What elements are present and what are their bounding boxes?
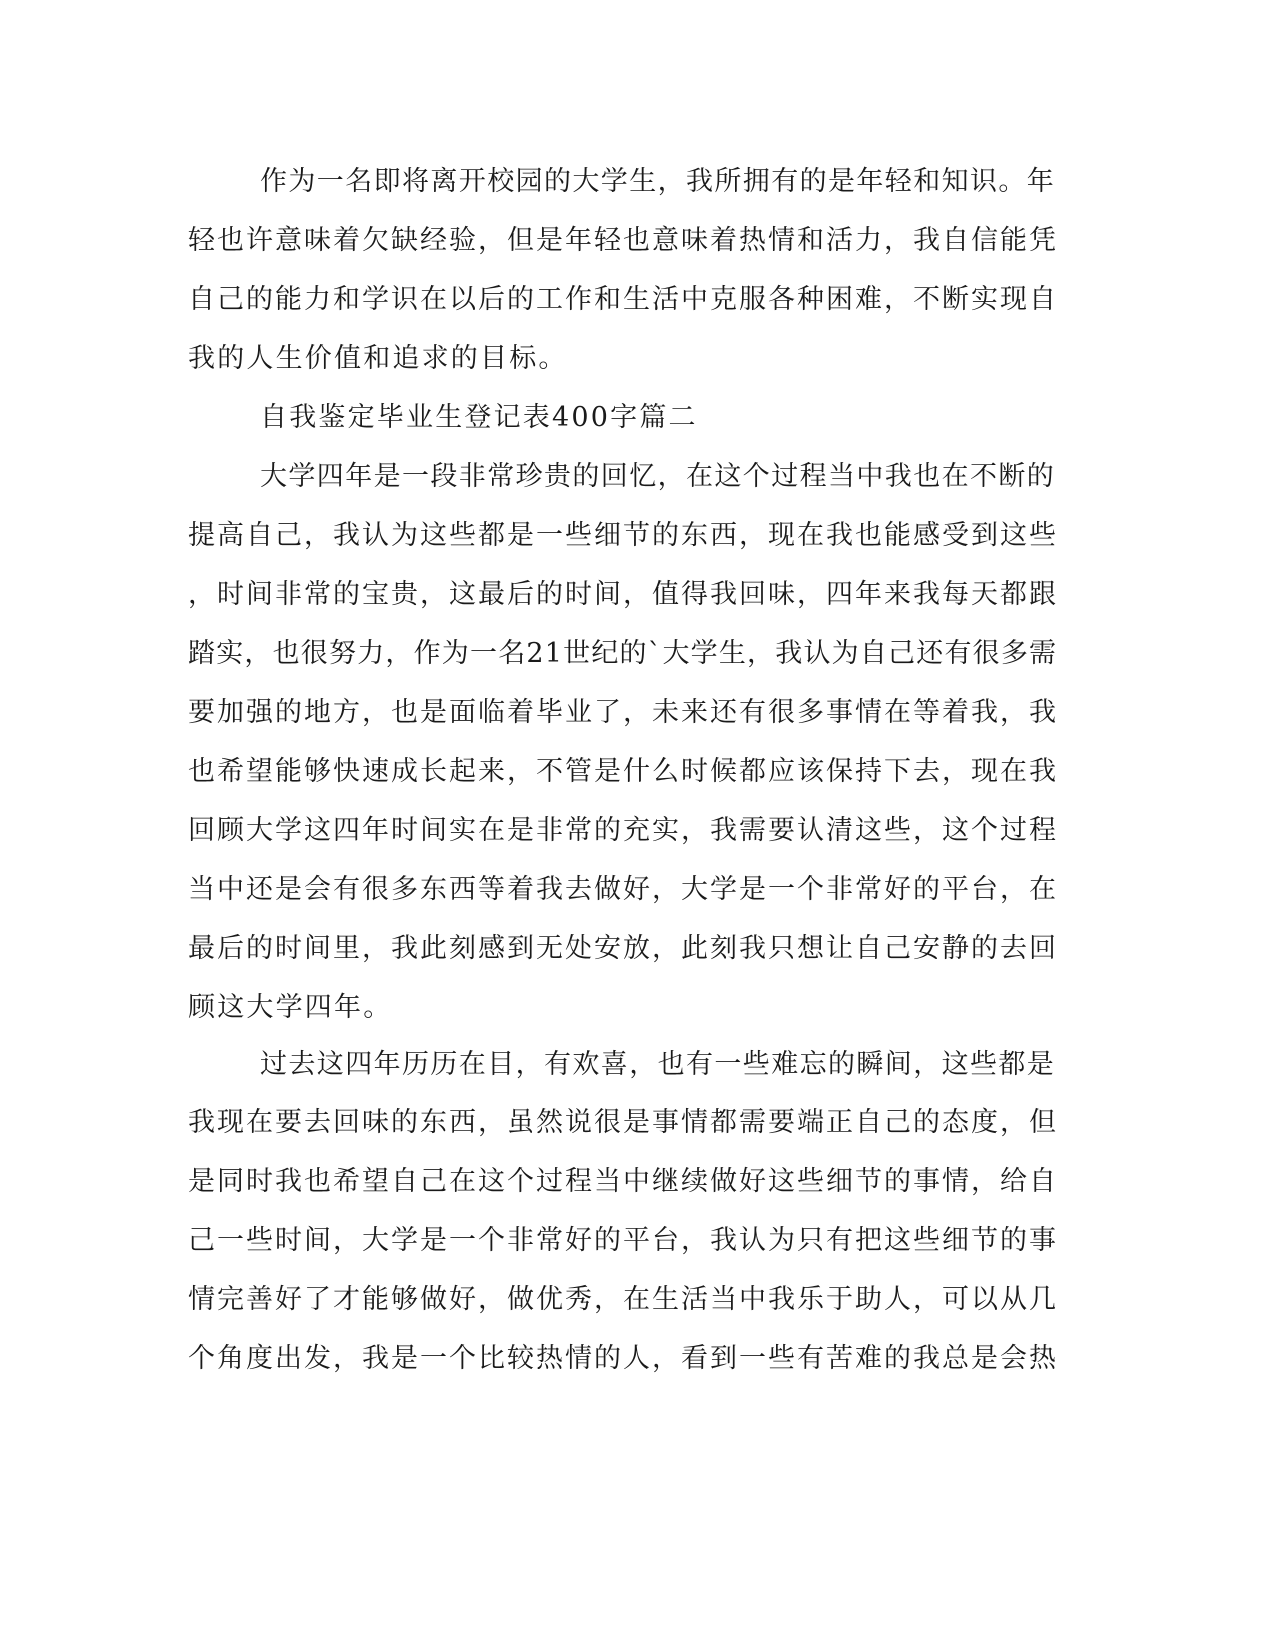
- paragraph-2-line-8: 当中还是会有很多东西等着我去做好，大学是一个非常好的平台，在: [188, 874, 1058, 905]
- paragraph-2-line-2: 提高自己，我认为这些都是一些细节的东西，现在我也能感受到这些: [188, 520, 1058, 551]
- paragraph-2-line-10: 顾这大学四年。: [188, 992, 393, 1023]
- paragraph-3-line-4: 己一些时间，大学是一个非常好的平台，我认为只有把这些细节的事: [188, 1225, 1058, 1256]
- paragraph-1-line-4: 我的人生价值和追求的目标。: [188, 343, 568, 374]
- paragraph-2-line-7: 回顾大学这四年时间实在是非常的充实，我需要认清这些，这个过程: [188, 815, 1058, 846]
- paragraph-3-line-1: 过去这四年历历在目，有欢喜，也有一些难忘的瞬间，这些都是: [260, 1049, 1056, 1080]
- paragraph-3-line-5: 情完善好了才能够做好，做优秀，在生活当中我乐于助人，可以从几: [188, 1284, 1058, 1315]
- paragraph-2-line-6: 也希望能够快速成长起来，不管是什么时候都应该保持下去，现在我: [188, 756, 1058, 787]
- paragraph-3-line-3: 是同时我也希望自己在这个过程当中继续做好这些细节的事情，给自: [188, 1166, 1058, 1197]
- paragraph-1-line-1: 作为一名即将离开校园的大学生，我所拥有的是年轻和知识。年: [260, 166, 1056, 197]
- paragraph-2-line-4: 踏实，也很努力，作为一名21世纪的`大学生，我认为自己还有很多需: [188, 638, 1058, 669]
- paragraph-2-line-9: 最后的时间里，我此刻感到无处安放，此刻我只想让自己安静的去回: [188, 933, 1058, 964]
- paragraph-3-line-6: 个角度出发，我是一个比较热情的人，看到一些有苦难的我总是会热: [188, 1343, 1058, 1374]
- section-heading: 自我鉴定毕业生登记表400字篇二: [260, 402, 698, 433]
- paragraph-2-line-3: ，时间非常的宝贵，这最后的时间，值得我回味，四年来我每天都跟: [188, 579, 1058, 610]
- paragraph-1-line-2: 轻也许意味着欠缺经验，但是年轻也意味着热情和活力，我自信能凭: [188, 225, 1058, 256]
- paragraph-3-line-2: 我现在要去回味的东西，虽然说很是事情都需要端正自己的态度，但: [188, 1107, 1058, 1138]
- paragraph-1-line-3: 自己的能力和学识在以后的工作和生活中克服各种困难，不断实现自: [188, 284, 1058, 315]
- paragraph-2-line-5: 要加强的地方，也是面临着毕业了，未来还有很多事情在等着我，我: [188, 697, 1058, 728]
- paragraph-2-line-1: 大学四年是一段非常珍贵的回忆，在这个过程当中我也在不断的: [260, 461, 1056, 492]
